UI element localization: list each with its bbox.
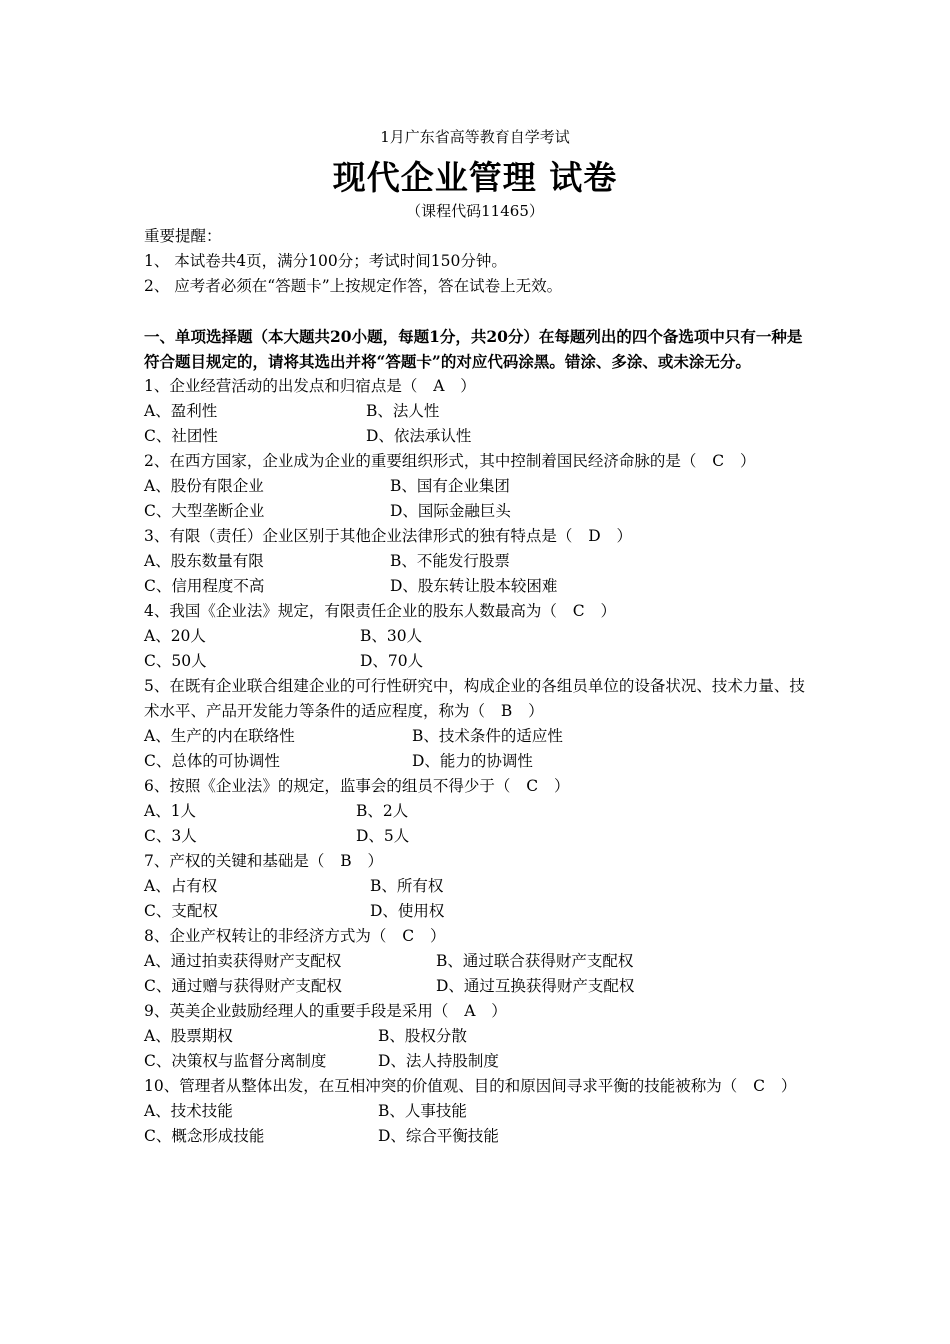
question-close: ）: [780, 1077, 797, 1095]
question-answer: B: [330, 852, 362, 870]
option-a: A、股份有限企业: [144, 477, 264, 495]
notice-heading: 重要提醒：: [144, 227, 222, 245]
question-1: [144, 374, 810, 399]
option-row: [144, 724, 810, 749]
option-row: [144, 624, 810, 649]
exam-title: 现代企业管理 试卷: [332, 158, 618, 197]
option-b: B、人事技能: [378, 1102, 467, 1120]
option-c: C、通过赠与获得财产支配权: [144, 977, 342, 995]
option-row: [144, 499, 810, 524]
question-text: 5、在既有企业联合组建企业的可行性研究中，构成企业的各组员单位的设备状况、技术力量、技术水平、产品开发能力等条件的适应程度，称为（: [144, 677, 805, 720]
question-answer: A: [423, 377, 455, 395]
option-d: D、综合平衡技能: [378, 1127, 499, 1145]
option-c: C、3人: [144, 827, 197, 845]
question-text: 8、企业产权转让的非经济方式为（: [144, 927, 387, 945]
question-10: [144, 1074, 810, 1099]
option-row: [144, 799, 810, 824]
question-text: 4、我国《企业法》规定，有限责任企业的股东人数最高为（: [144, 602, 557, 620]
question-3: [144, 524, 810, 549]
option-row: [144, 824, 810, 849]
question-8: [144, 924, 810, 949]
option-d: D、股东转让股本较困难: [390, 577, 558, 595]
notice-item: 2、 应考者必须在“答题卡”上按规定作答，答在试卷上无效。: [144, 277, 563, 295]
option-row: [144, 549, 810, 574]
question-close: ）: [460, 377, 476, 395]
question-answer: A: [454, 1002, 486, 1020]
question-9: [144, 999, 810, 1024]
option-a: A、通过拍卖获得财产支配权: [144, 952, 342, 970]
section-heading: 一、单项选择题（本大题共20小题，每题1分，共20分）在每题列出的四个备选项中只有一种是符合题目规定的，请将其选出并将“答题卡”的对应代码涂黑。错涂、多涂、或未涂无分。: [144, 327, 803, 371]
question-7: [144, 849, 810, 874]
option-row: [144, 899, 810, 924]
option-row: [144, 974, 810, 999]
question-text: 9、英美企业鼓励经理人的重要手段是采用（: [144, 1002, 449, 1020]
exam-body: [144, 224, 810, 1149]
question-text: 10、管理者从整体出发，在互相冲突的价值观、目的和原因间寻求平衡的技能被称为（: [144, 1077, 738, 1095]
option-a: A、股东数量有限: [144, 552, 264, 570]
notice-item: 1、 本试卷共4页，满分100分；考试时间150分钟。: [144, 252, 507, 270]
question-close: ）: [553, 777, 570, 795]
option-b: B、国有企业集团: [390, 477, 510, 495]
question-close: ）: [528, 702, 544, 720]
question-text: 7、产权的关键和基础是（: [144, 852, 325, 870]
option-c: C、支配权: [144, 902, 218, 920]
option-b: B、所有权: [370, 877, 444, 895]
option-d: D、法人持股制度: [378, 1052, 499, 1070]
option-row: [144, 574, 810, 599]
option-row: [144, 649, 810, 674]
question-close: ）: [600, 602, 616, 620]
option-d: D、通过互换获得财产支配权: [436, 977, 635, 995]
option-row: [144, 749, 810, 774]
option-a: A、1人: [144, 802, 197, 820]
option-d: D、国际金融巨头: [390, 502, 511, 520]
question-5: [144, 674, 810, 724]
option-row: [144, 874, 810, 899]
course-code: （课程代码11465）: [406, 202, 544, 220]
question-text: 3、有限（责任）企业区别于其他企业法律形式的独有特点是（: [144, 527, 573, 545]
option-c: C、信用程度不高: [144, 577, 265, 595]
option-a: A、20人: [144, 627, 206, 645]
option-d: D、5人: [356, 827, 410, 845]
option-a: A、股票期权: [144, 1027, 233, 1045]
option-b: B、法人性: [366, 402, 440, 420]
question-answer: C: [702, 452, 734, 470]
question-close: ）: [429, 927, 446, 945]
question-answer: D: [578, 527, 611, 545]
option-b: B、股权分散: [378, 1027, 467, 1045]
option-c: C、大型垄断企业: [144, 502, 265, 520]
option-row: [144, 1124, 810, 1149]
question-2: [144, 449, 810, 474]
option-row: [144, 1024, 810, 1049]
question-text: 1、企业经营活动的出发点和归宿点是（: [144, 377, 418, 395]
question-text: 6、按照《企业法》的规定，监事会的组员不得少于（: [144, 777, 511, 795]
option-row: [144, 949, 810, 974]
option-d: D、70人: [360, 652, 424, 670]
question-close: ）: [739, 452, 756, 470]
question-text: 2、在西方国家，企业成为企业的重要组织形式，其中控制着国民经济命脉的是（: [144, 452, 697, 470]
question-answer: C: [392, 927, 424, 945]
question-answer: C: [516, 777, 548, 795]
question-answer: B: [491, 702, 523, 720]
option-a: A、生产的内在联络性: [144, 727, 295, 745]
option-d: D、能力的协调性: [412, 752, 533, 770]
option-b: B、技术条件的适应性: [412, 727, 563, 745]
option-c: C、总体的可协调性: [144, 752, 280, 770]
question-close: ）: [616, 527, 633, 545]
question-close: ）: [367, 852, 383, 870]
option-b: B、通过联合获得财产支配权: [436, 952, 634, 970]
option-b: B、30人: [360, 627, 423, 645]
question-answer: C: [562, 602, 595, 620]
exam-header-line: 1月广东省高等教育自学考试: [380, 128, 570, 146]
option-row: [144, 1049, 810, 1074]
option-b: B、不能发行股票: [390, 552, 510, 570]
question-6: [144, 774, 810, 799]
option-c: C、社团性: [144, 427, 218, 445]
option-c: C、50人: [144, 652, 207, 670]
option-c: C、概念形成技能: [144, 1127, 265, 1145]
option-b: B、2人: [356, 802, 409, 820]
question-4: [144, 599, 810, 624]
option-d: D、依法承认性: [366, 427, 472, 445]
option-c: C、决策权与监督分离制度: [144, 1052, 327, 1070]
option-row: [144, 399, 810, 424]
option-a: A、技术技能: [144, 1102, 233, 1120]
question-close: ）: [491, 1002, 507, 1020]
option-a: A、占有权: [144, 877, 218, 895]
option-row: [144, 424, 810, 449]
question-answer: C: [743, 1077, 775, 1095]
option-row: [144, 1099, 810, 1124]
option-d: D、使用权: [370, 902, 445, 920]
question-list: [144, 374, 810, 1149]
option-a: A、盈利性: [144, 402, 218, 420]
option-row: [144, 474, 810, 499]
